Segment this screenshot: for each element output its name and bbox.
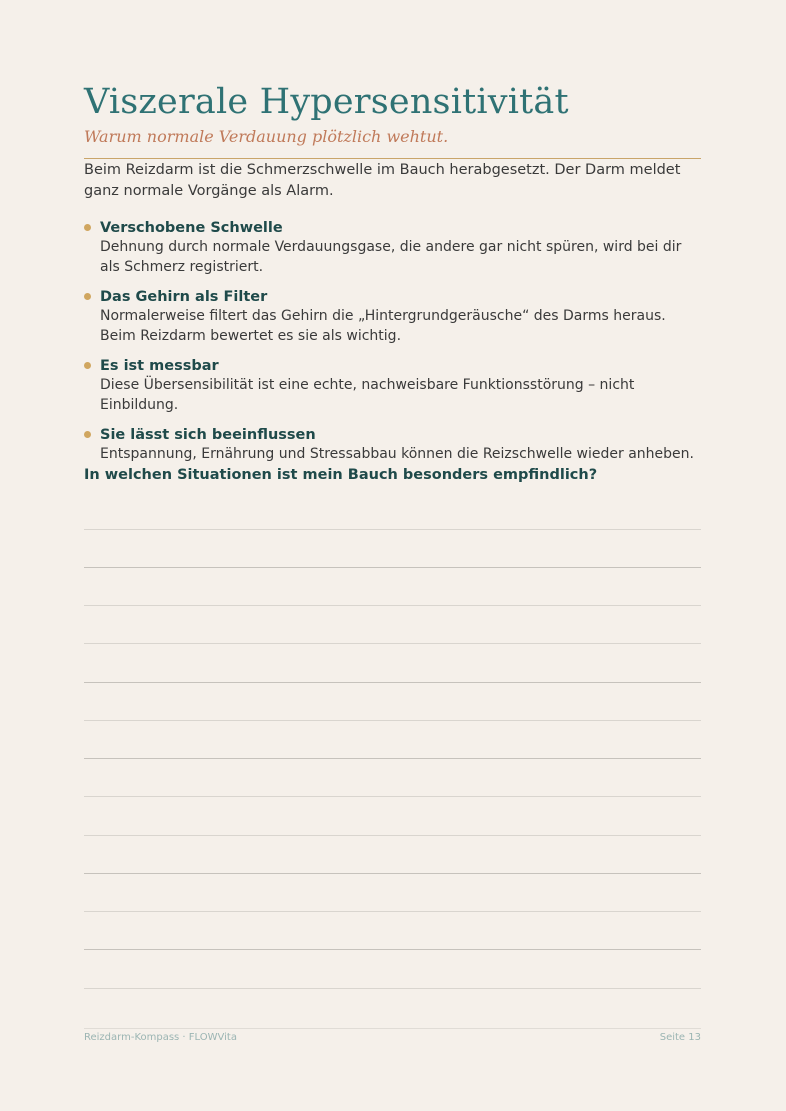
writing-line[interactable] bbox=[84, 567, 701, 568]
list-item bbox=[84, 287, 701, 346]
writing-line[interactable] bbox=[84, 529, 701, 530]
writing-line[interactable] bbox=[84, 911, 701, 912]
list-item-text: Entspannung, Ernährung und Stressabbau können die Reizschwelle wieder anheben. bbox=[100, 446, 694, 462]
intro-paragraph: Beim Reizdarm ist die Schmerzschwelle im Bauch herabgesetzt. Der Darm meldet ganz normale Vorgänge als Alarm. bbox=[84, 162, 681, 199]
writing-line[interactable] bbox=[84, 720, 701, 721]
list-item-text: Normalerweise filtert das Gehirn die „Hintergrundgeräusche“ des Darms heraus. Beim Reizdarm bewertet es sie als wichtig. bbox=[100, 308, 666, 344]
page-subtitle: Warum normale Verdauung plötzlich wehtut. bbox=[84, 127, 449, 146]
list-item-text: Diese Übersensibilität ist eine echte, nachweisbare Funktionsstörung – nicht Einbildung. bbox=[100, 377, 635, 413]
bullet-dot-icon bbox=[84, 431, 91, 438]
list-item bbox=[84, 218, 701, 277]
footer-brand: Reizdarm-Kompass · FLOWVita bbox=[84, 1032, 237, 1043]
writing-line[interactable] bbox=[84, 758, 701, 759]
bullet-dot-icon bbox=[84, 362, 91, 369]
writing-line[interactable] bbox=[84, 949, 701, 950]
writing-line[interactable] bbox=[84, 796, 701, 797]
page-number: Seite 13 bbox=[659, 1032, 701, 1043]
worksheet-page bbox=[84, 0, 701, 1111]
writing-line[interactable] bbox=[84, 873, 701, 874]
key-points-list bbox=[84, 218, 701, 475]
reflection-question: In welchen Situationen ist mein Bauch besonders empfindlich? bbox=[84, 467, 598, 483]
writing-line[interactable] bbox=[84, 643, 701, 644]
list-item-title: Verschobene Schwelle bbox=[100, 220, 283, 236]
writing-line[interactable] bbox=[84, 682, 701, 683]
bullet-dot-icon bbox=[84, 224, 91, 231]
writing-line[interactable] bbox=[84, 835, 701, 836]
list-item-title: Sie lässt sich beeinflussen bbox=[100, 427, 316, 443]
list-item bbox=[84, 425, 701, 465]
footer-divider bbox=[84, 1028, 701, 1029]
writing-line[interactable] bbox=[84, 605, 701, 606]
list-item-title: Das Gehirn als Filter bbox=[100, 289, 268, 305]
list-item-title: Es ist messbar bbox=[100, 358, 219, 374]
list-item bbox=[84, 356, 701, 415]
writing-line[interactable] bbox=[84, 988, 701, 989]
list-item-text: Dehnung durch normale Verdauungsgase, die andere gar nicht spüren, wird bei dir als Schmerz registriert. bbox=[100, 239, 682, 275]
page-title: Viszerale Hypersensitivität bbox=[84, 82, 569, 122]
bullet-dot-icon bbox=[84, 293, 91, 300]
title-divider bbox=[84, 158, 701, 159]
